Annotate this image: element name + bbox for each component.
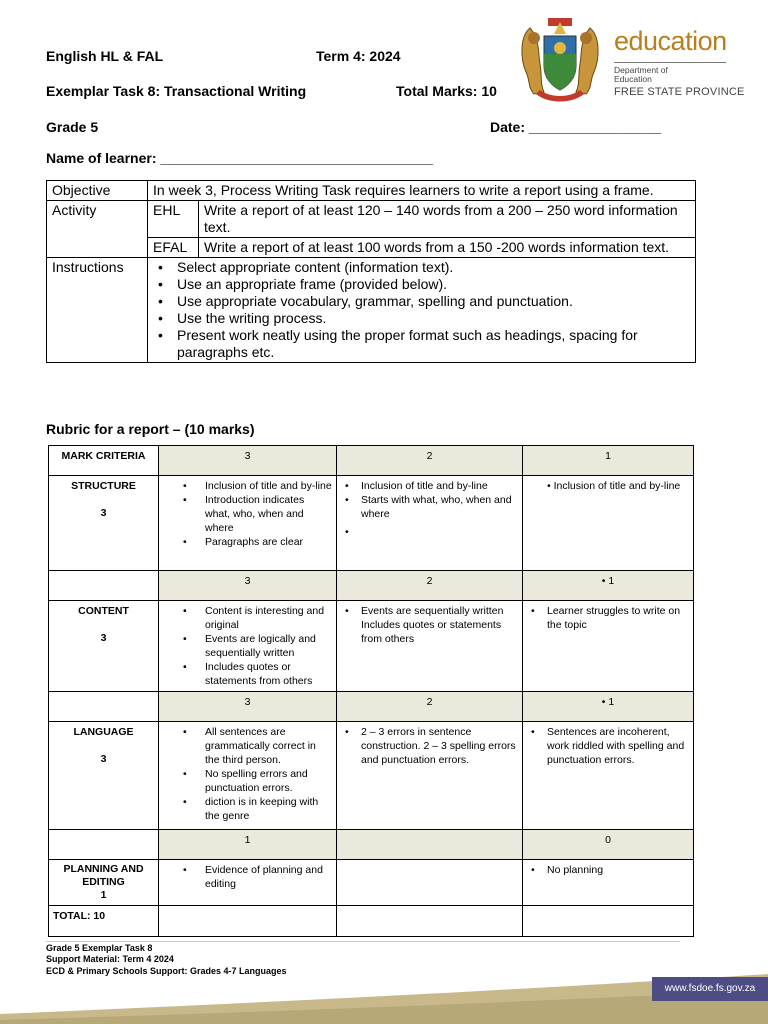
footer-line-1: Grade 5 Exemplar Task 8 — [46, 943, 153, 953]
instruction-item: • Use the writing process. — [153, 310, 690, 327]
wordmark-divider — [614, 62, 726, 63]
structure-descriptor: • Starts with what, who, when and where — [341, 493, 518, 521]
content-descriptor: • Includes quotes or statements from others — [163, 660, 332, 688]
grade-heading: Grade 5 — [46, 119, 99, 135]
efal-label: EFAL — [148, 238, 199, 258]
total-cell[interactable] — [337, 906, 523, 937]
planning-label-line-2: EDITING — [82, 876, 125, 888]
instruction-item: • Use appropriate vocabulary, grammar, spelling and punctuation. — [153, 293, 690, 310]
objective-row — [47, 181, 696, 201]
language-descriptor: • diction is in keeping with the genre — [163, 795, 332, 823]
ehl-label: EHL — [148, 201, 199, 238]
score-row — [49, 830, 694, 860]
score-cell: 0 — [523, 830, 694, 860]
score-cell — [337, 830, 523, 860]
score-cell: 2 — [337, 571, 523, 601]
structure-label: STRUCTURE — [71, 480, 136, 492]
planning-marks: 1 — [100, 889, 107, 901]
score-cell: 1 — [159, 830, 337, 860]
department-line-2: Education — [614, 74, 652, 84]
score-cell: 2 — [337, 692, 523, 722]
mark-criteria-header: MARK CRITERIA — [49, 446, 159, 476]
structure-descriptor: • Introduction indicates what, who, when and where — [163, 493, 332, 535]
footer-line-3: ECD & Primary Schools Support: Grades 4-7 Languages — [46, 966, 287, 976]
instruction-item: • Select appropriate content (information text). — [153, 259, 690, 276]
content-level-2 — [337, 601, 523, 692]
province-name: FREE STATE PROVINCE — [614, 86, 745, 98]
content-descriptor: • Content is interesting and original — [163, 604, 332, 632]
department-line-1: Department of — [614, 65, 668, 75]
planning-descriptor: • No planning — [527, 863, 689, 877]
instructions-row — [47, 258, 696, 363]
content-descriptor: • Learner struggles to write on the topic — [527, 604, 689, 632]
score-3-header: 3 — [159, 446, 337, 476]
learner-name-field[interactable]: Name of learner: ___________________________________ — [46, 150, 433, 166]
content-descriptor: • Events are sequentially written Includes quotes or statements from others — [341, 604, 518, 646]
language-row — [49, 722, 694, 830]
structure-descriptor: • Inclusion of title and by-line — [163, 479, 332, 493]
score-cell: • 1 — [523, 571, 694, 601]
total-row — [49, 906, 694, 937]
date-field[interactable]: Date: _________________ — [490, 119, 662, 135]
content-descriptor: • Events are logically and sequentially written — [163, 632, 332, 660]
planning-label-line-1: PLANNING AND — [63, 863, 144, 875]
rubric-header-row — [49, 446, 694, 476]
ehl-text: Write a report of at least 120 – 140 words from a 200 – 250 word information text. — [199, 201, 696, 238]
total-marks-heading: Total Marks: 10 — [396, 83, 497, 99]
structure-level-3 — [159, 476, 337, 571]
coat-of-arms-icon — [514, 14, 606, 106]
total-cell[interactable] — [523, 906, 694, 937]
planning-criterion — [49, 860, 159, 906]
total-label: TOTAL: 10 — [49, 906, 159, 937]
language-descriptor: • Sentences are incoherent, work riddled with spelling and punctuation errors. — [527, 725, 689, 767]
efal-text: Write a report of at least 100 words from a 150 -200 words information text. — [199, 238, 696, 258]
planning-level-3 — [159, 860, 337, 906]
structure-marks: 3 — [100, 507, 107, 519]
footer-line-2: Support Material: Term 4 2024 — [46, 954, 174, 964]
instructions-label: Instructions — [47, 258, 148, 363]
score-cell: • 1 — [523, 692, 694, 722]
language-marks: 3 — [100, 753, 107, 765]
instructions-cell — [148, 258, 696, 363]
language-descriptor: • No spelling errors and punctuation errors. — [163, 767, 332, 795]
website-link[interactable]: www.fsdoe.fs.gov.za — [652, 977, 768, 1001]
structure-level-1 — [523, 476, 694, 571]
instruction-item: • Use an appropriate frame (provided below). — [153, 276, 690, 293]
rubric-table — [48, 445, 694, 937]
content-marks: 3 — [100, 632, 107, 644]
language-level-2 — [337, 722, 523, 830]
content-label: CONTENT — [78, 605, 129, 617]
language-label: LANGUAGE — [73, 726, 134, 738]
planning-level-1 — [523, 860, 694, 906]
content-criterion — [49, 601, 159, 692]
language-criterion — [49, 722, 159, 830]
activity-label: Activity — [47, 201, 148, 258]
term-heading: Term 4: 2024 — [316, 48, 401, 64]
structure-row — [49, 476, 694, 571]
language-descriptor: • All sentences are grammatically correct in the third person. — [163, 725, 332, 767]
objective-text: In week 3, Process Writing Task requires learners to write a report using a frame. — [148, 181, 696, 201]
score-row — [49, 571, 694, 601]
content-level-3 — [159, 601, 337, 692]
planning-descriptor: • Evidence of planning and editing — [163, 863, 332, 891]
instruction-item: • Present work neatly using the proper format such as headings, spacing for paragraphs etc. — [153, 327, 690, 361]
activity-ehl-row — [47, 201, 696, 238]
language-descriptor: • 2 – 3 errors in sentence construction. 2 – 3 spelling errors and punctuation errors. — [341, 725, 518, 767]
planning-level-2 — [337, 860, 523, 906]
subject-heading: English HL & FAL — [46, 48, 164, 64]
language-level-3 — [159, 722, 337, 830]
score-2-header: 2 — [337, 446, 523, 476]
structure-descriptor: • Paragraphs are clear — [163, 535, 332, 549]
task-heading: Exemplar Task 8: Transactional Writing — [46, 83, 307, 99]
content-level-1 — [523, 601, 694, 692]
rubric-title: Rubric for a report – (10 marks) — [46, 421, 255, 437]
total-cell[interactable] — [159, 906, 337, 937]
planning-row — [49, 860, 694, 906]
structure-criterion — [49, 476, 159, 571]
objective-label: Objective — [47, 181, 148, 201]
structure-level-2 — [337, 476, 523, 571]
score-cell: 3 — [159, 571, 337, 601]
instructions-list — [153, 259, 690, 361]
language-level-1 — [523, 722, 694, 830]
task-table — [46, 180, 696, 363]
structure-descriptor: • Inclusion of title and by-line — [341, 479, 518, 493]
score-cell: 3 — [159, 692, 337, 722]
score-row — [49, 692, 694, 722]
education-wordmark: education — [614, 26, 727, 56]
score-1-header: 1 — [523, 446, 694, 476]
footer-divider — [46, 941, 680, 942]
content-row — [49, 601, 694, 692]
structure-descriptor: • Inclusion of title and by-line — [547, 480, 681, 492]
